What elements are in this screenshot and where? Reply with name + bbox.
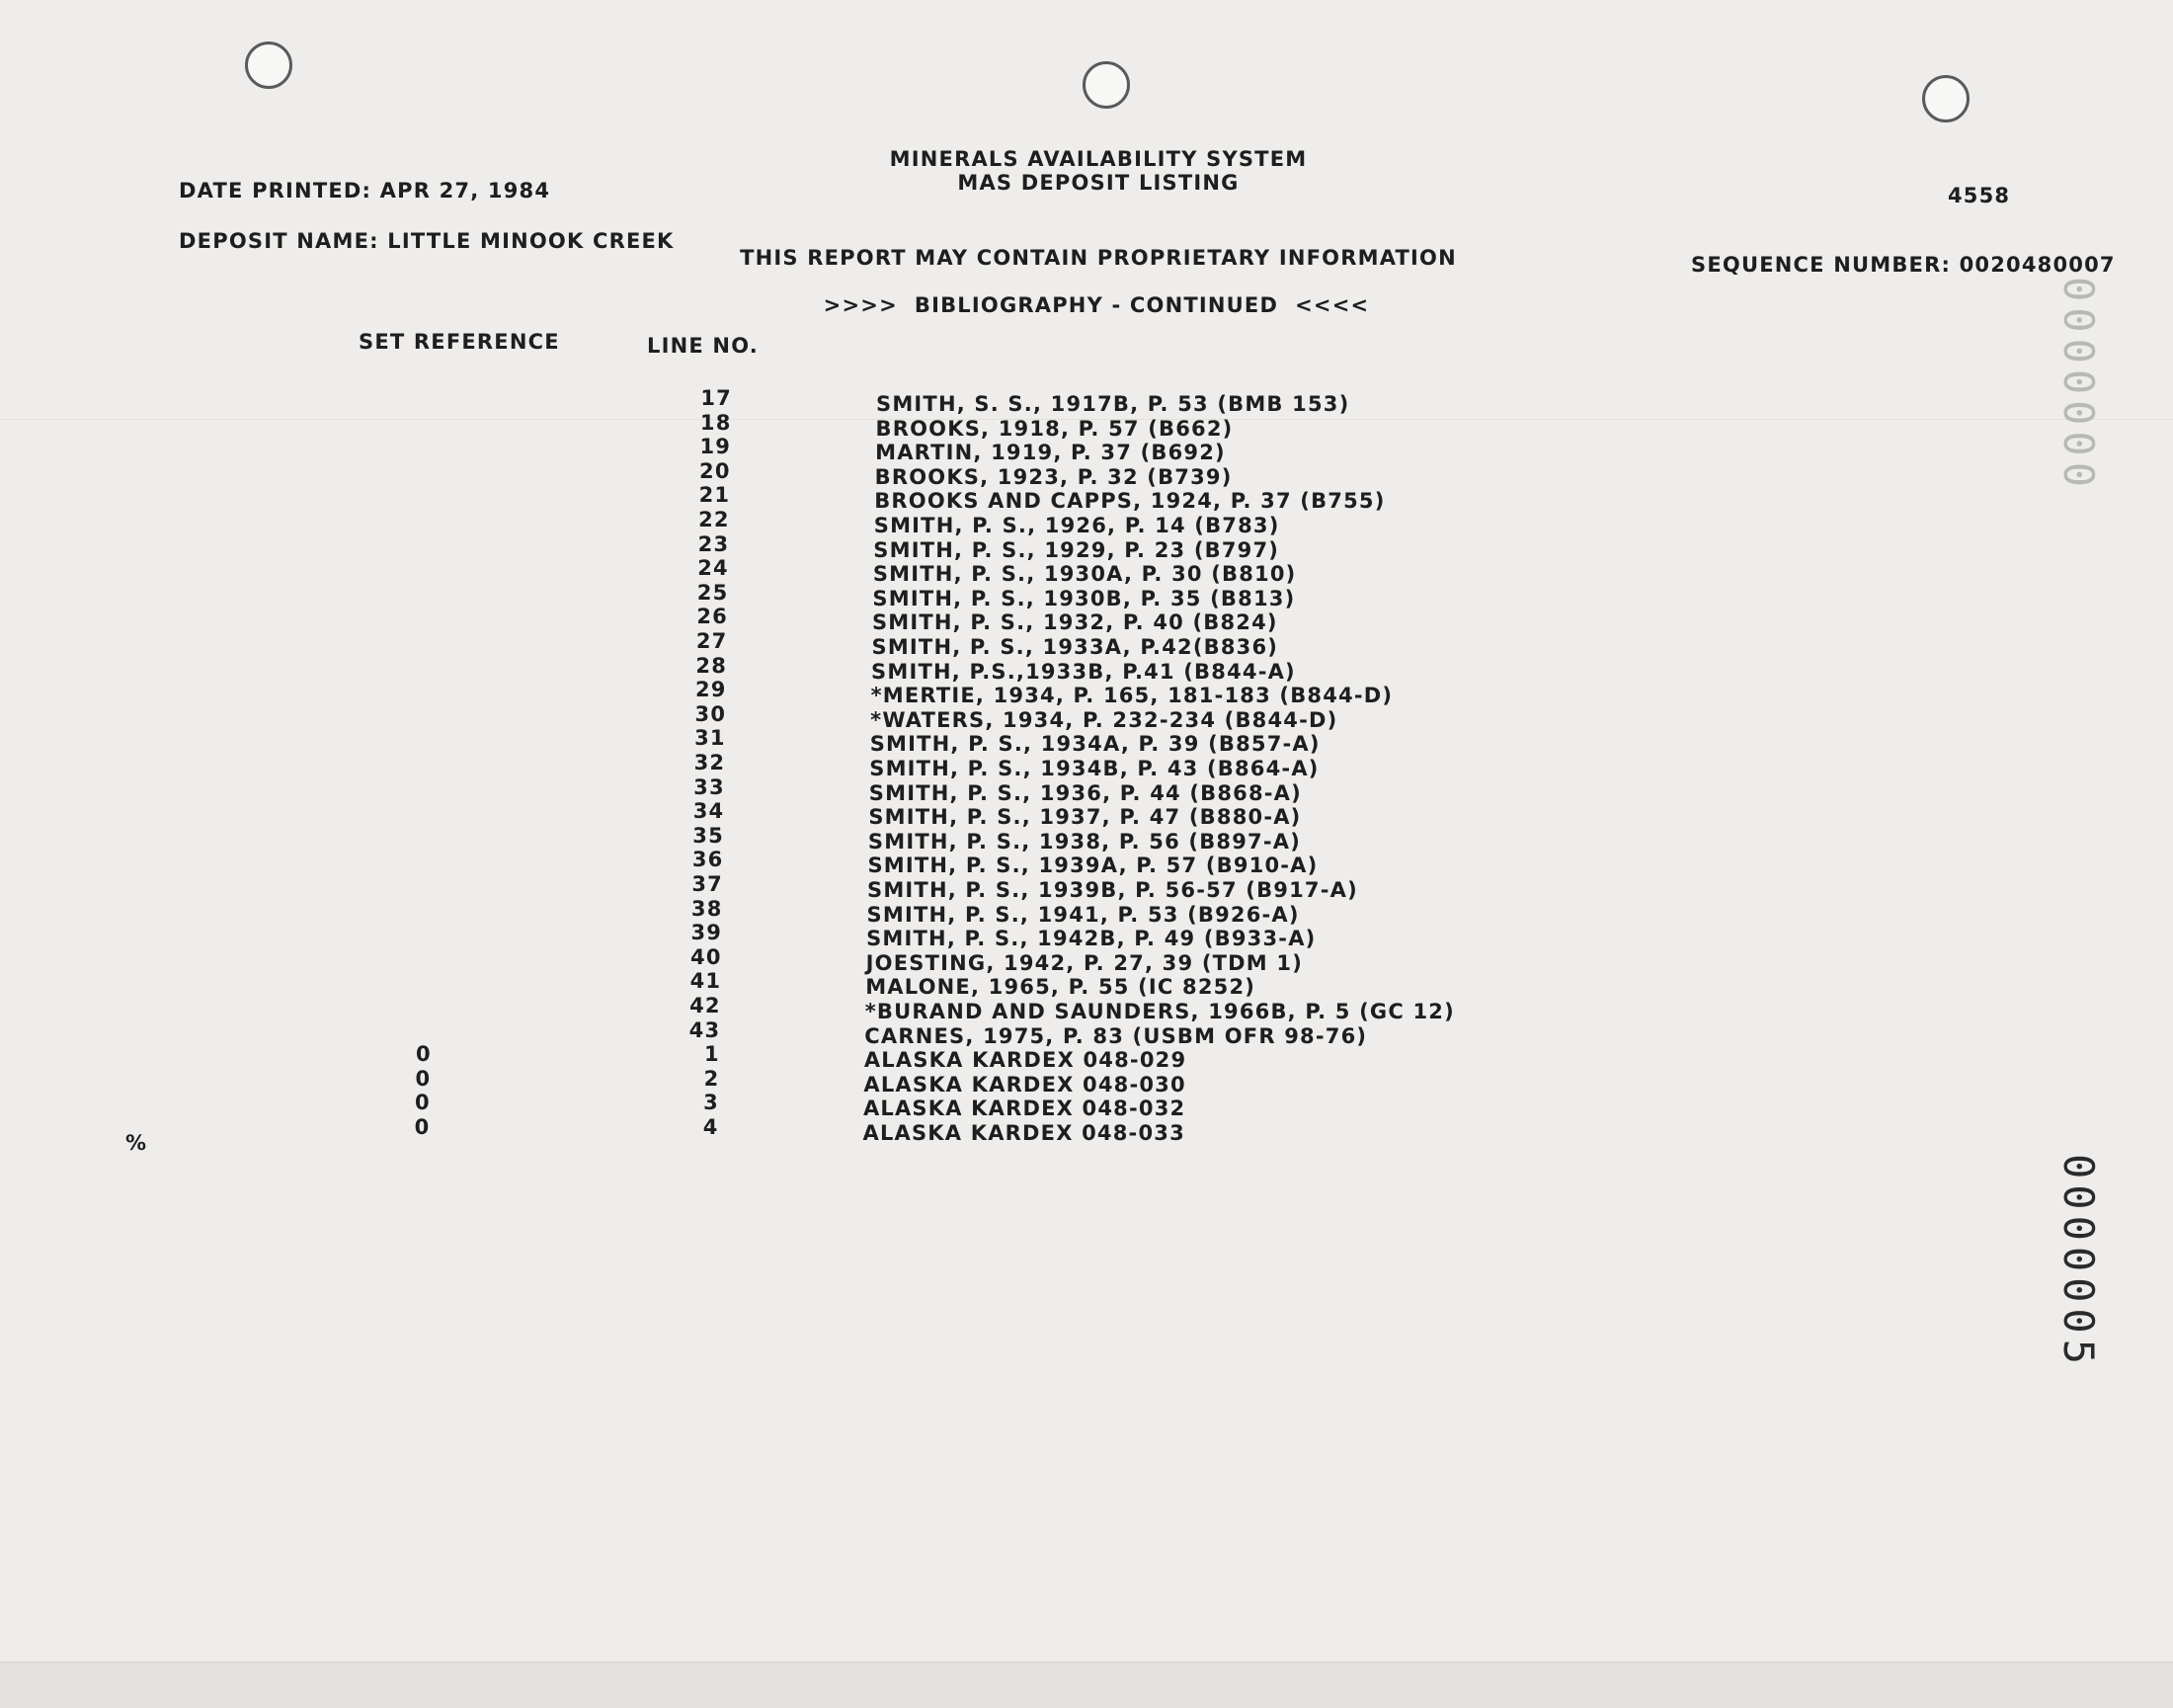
table-row: [0, 944, 2173, 975]
table-row: [0, 774, 2173, 805]
reference-cell: SMITH, P. S., 1930B, P. 35 (B813): [872, 586, 1296, 610]
table-row: [0, 678, 2173, 708]
table-row: [0, 605, 2173, 635]
line-number-cell: 20: [699, 458, 731, 483]
table-row: [0, 872, 2173, 902]
line-number-cell: 26: [696, 605, 728, 629]
line-number-cell: 4: [702, 1115, 719, 1139]
set-reference-cell: 0: [415, 1042, 432, 1067]
line-number-cell: 43: [688, 1017, 721, 1042]
table-row: [0, 848, 2173, 878]
reference-cell: SMITH, P. S., 1939B, P. 56-57 (B917-A): [867, 878, 1358, 902]
table-row: [0, 823, 2173, 854]
reference-cell: BROOKS, 1918, P. 57 (B662): [875, 416, 1234, 441]
faint-serial-stamp: 0000000: [2054, 277, 2103, 494]
reference-cell: MALONE, 1965, P. 55 (IC 8252): [865, 975, 1256, 1000]
set-reference-cell: 0: [415, 1091, 431, 1115]
deposit-name-label: DEPOSIT NAME:: [179, 229, 379, 253]
line-number-cell: 40: [690, 944, 722, 969]
line-number-cell: 25: [696, 580, 729, 605]
line-number-cell: 29: [694, 678, 727, 702]
reference-cell: SMITH, P. S., 1933A, P.42(B836): [871, 635, 1279, 659]
table-row: [0, 508, 2173, 537]
table-row: [0, 483, 2173, 514]
line-number-cell: 17: [700, 386, 732, 410]
table-row: [0, 1042, 2173, 1073]
reference-cell: SMITH, P. S., 1932, P. 40 (B824): [871, 610, 1278, 635]
footer-mark: %: [125, 1131, 148, 1155]
reference-cell: ALASKA KARDEX 048-033: [862, 1121, 1185, 1145]
punch-hole-right: [1922, 75, 1970, 122]
page-bottom-edge: [0, 1662, 2173, 1708]
deposit-name: [145, 205, 675, 277]
line-number-cell: 34: [692, 799, 725, 824]
line-number-cell: 23: [697, 531, 730, 556]
line-number-cell: 28: [695, 653, 728, 678]
line-number-cell: 22: [698, 508, 730, 531]
reference-cell: SMITH, P. S., 1934B, P. 43 (B864-A): [869, 757, 1320, 780]
line-number-cell: 24: [697, 556, 729, 581]
column-header-line-no: LINE NO.: [647, 334, 759, 358]
serial-stamp: 0000005: [2054, 1154, 2103, 1371]
reference-cell: SMITH, P. S., 1939A, P. 57 (B910-A): [867, 854, 1319, 878]
reference-cell: SMITH, P. S., 1941, P. 53 (B926-A): [866, 902, 1300, 927]
reference-cell: SMITH, P. S., 1942B, P. 49 (B933-A): [866, 927, 1317, 951]
line-number-cell: 21: [698, 483, 731, 508]
line-number-cell: 39: [690, 921, 723, 945]
reference-cell: BROOKS AND CAPPS, 1924, P. 37 (B755): [874, 489, 1386, 514]
reference-cell: *WATERS, 1934, P. 232-234 (B844-D): [870, 707, 1338, 732]
punch-hole-center: [1083, 61, 1130, 109]
table-row: [0, 556, 2173, 587]
reference-cell: JOESTING, 1942, P. 27, 39 (TDM 1): [865, 950, 1303, 975]
line-number-cell: 19: [699, 435, 732, 459]
table-row: [0, 629, 2173, 659]
line-number-cell: 1: [704, 1042, 720, 1067]
table-row: [0, 580, 2173, 610]
line-number-cell: 31: [694, 726, 726, 751]
table-row: [0, 458, 2173, 489]
reference-cell: SMITH, P. S., 1936, P. 44 (B868-A): [868, 780, 1302, 805]
table-row: [0, 751, 2173, 780]
line-number-cell: 35: [692, 823, 724, 848]
line-number-cell: 30: [694, 701, 727, 726]
sequence-number: [1657, 229, 2116, 300]
section-title: >>>> BIBLIOGRAPHY - CONTINUED <<<<: [823, 293, 1370, 317]
reference-cell: SMITH, P. S., 1930A, P. 30 (B810): [872, 562, 1297, 587]
sequence-value: 0020480007: [1959, 253, 2116, 277]
reference-cell: SMITH, S. S., 1917B, P. 53 (BMB 153): [876, 392, 1350, 416]
set-reference-cell: 0: [414, 1115, 431, 1139]
column-header-set-reference: SET REFERENCE: [359, 330, 560, 354]
punch-hole-left: [245, 41, 292, 89]
line-number-cell: 18: [699, 410, 732, 435]
table-row: [0, 896, 2173, 927]
table-row: [0, 921, 2173, 951]
reference-cell: SMITH, P. S., 1937, P. 47 (B880-A): [868, 805, 1302, 830]
table-row: [0, 1017, 2173, 1048]
proprietary-notice: THIS REPORT MAY CONTAIN PROPRIETARY INFORMATION: [740, 246, 1457, 270]
table-row: [0, 410, 2173, 441]
reference-cell: CARNES, 1975, P. 83 (USBM OFR 98-76): [864, 1023, 1368, 1048]
table-row: [0, 726, 2173, 757]
table-row: [0, 799, 2173, 830]
set-reference-cell: 0: [415, 1066, 432, 1091]
reference-cell: SMITH, P. S., 1934A, P. 39 (B857-A): [869, 732, 1321, 757]
line-number-cell: 37: [691, 872, 723, 896]
reference-cell: SMITH, P. S., 1926, P. 14 (B783): [873, 514, 1280, 537]
line-number-cell: 27: [695, 629, 728, 653]
table-row: [0, 1066, 2173, 1097]
table-row: [0, 531, 2173, 562]
table-row: [0, 701, 2173, 732]
table-row: [0, 1115, 2173, 1145]
line-number-cell: 2: [703, 1066, 720, 1091]
date-printed-label: DATE PRINTED:: [179, 179, 372, 203]
table-row: [0, 969, 2173, 1000]
line-number-cell: 38: [690, 896, 723, 921]
reference-cell: SMITH, P. S., 1938, P. 56 (B897-A): [867, 829, 1302, 854]
table-row: [0, 994, 2173, 1023]
system-title: MINERALS AVAILABILITY SYSTEM: [889, 147, 1308, 171]
table-row: [0, 1091, 2173, 1121]
line-number-cell: 3: [703, 1091, 719, 1115]
date-printed-value: APR 27, 1984: [379, 179, 551, 203]
line-number-cell: 36: [691, 848, 724, 872]
reference-cell: ALASKA KARDEX 048-030: [863, 1072, 1186, 1097]
line-number-cell: 42: [689, 994, 721, 1017]
line-number-cell: 32: [693, 751, 726, 774]
sequence-label: SEQUENCE NUMBER:: [1691, 253, 1952, 277]
line-number-cell: 33: [693, 774, 725, 799]
reference-cell: SMITH, P. S., 1929, P. 23 (B797): [873, 537, 1280, 562]
deposit-name-value: LITTLE MINOOK CREEK: [387, 229, 675, 253]
reference-cell: ALASKA KARDEX 048-029: [863, 1048, 1187, 1073]
page-number: 4558: [1948, 184, 2011, 207]
reference-cell: SMITH, P.S.,1933B, P.41 (B844-A): [871, 659, 1296, 684]
table-row: [0, 435, 2173, 465]
reference-cell: ALASKA KARDEX 048-032: [862, 1097, 1186, 1121]
listing-title: MAS DEPOSIT LISTING: [957, 171, 1240, 195]
line-number-cell: 41: [689, 969, 722, 994]
reference-cell: *MERTIE, 1934, P. 165, 181-183 (B844-D): [870, 684, 1394, 708]
table-row: [0, 653, 2173, 684]
reference-cell: BROOKS, 1923, P. 32 (B739): [874, 464, 1233, 489]
reference-cell: *BURAND AND SAUNDERS, 1966B, P. 5 (GC 12): [864, 1000, 1455, 1023]
reference-cell: MARTIN, 1919, P. 37 (B692): [875, 441, 1226, 465]
table-row: [0, 386, 2173, 416]
